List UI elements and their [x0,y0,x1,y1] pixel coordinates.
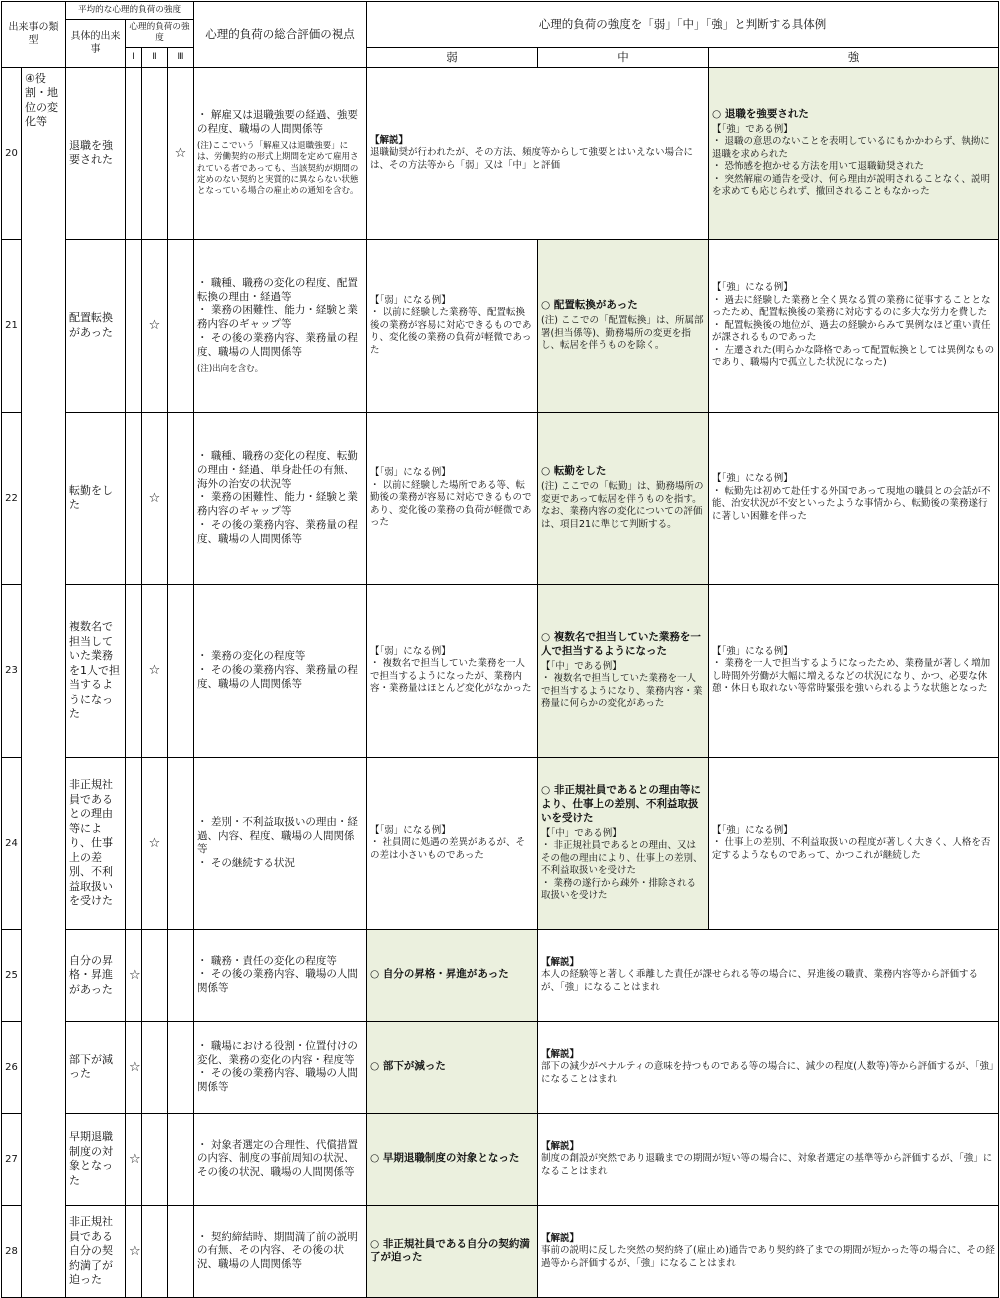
weak-title: ○ 早期退職制度の対象となった [370,1152,520,1165]
star-mark: ☆ [142,412,168,584]
perspective-cell [194,412,367,584]
mid-cell [538,757,709,929]
event-name: 非正規社員であるとの理由等により、仕事上の差別、不利益取扱いを受けた [66,757,126,929]
perspective-note: (注)ここでいう「解雇又は退職強要」には、労働契約の形式上期間を定めて雇用されている者であっても、当該契約が期間の定めのない契約と実質的に異ならない状態となっている場合の雇止めの通知を含む。 [197,141,359,197]
mid-text: ・ 非正規社員であるとの理由、又はその他の理由により、仕事上の差別、不利益取扱いを受けた ・ 業務の遂行から疎外・排除される取扱いを受けた [541,840,703,902]
star-mark: ☆ [142,757,168,929]
row-number: 28 [2,1205,22,1297]
category-label: ④役割・地位の変化等 [22,67,66,1297]
explanation-text: 部下の減少がペナルティの意味を持つものである等の場合に、減少の程度(人数等)等から評価するが、「強」になることはまれ [541,1061,994,1085]
strong-item: ・ 過去に経験した業務と全く異なる質の業務に従事することとなったため、配置転換後の業務に対応するのに多大な労力を費した [712,294,991,319]
explanation-cell [538,929,999,1021]
explanation-label: 【解説】 [541,1048,580,1060]
strong-cell [709,757,999,929]
weak-title: ○ 自分の昇格・昇進があった [370,968,509,981]
star-mark: ☆ [126,1205,142,1297]
header-specific-event: 具体的出来事 [66,20,126,68]
star-mark: ☆ [126,1113,142,1205]
table-row [2,757,999,929]
row-number: 22 [2,412,22,584]
weak-label: 【「弱」になる例】 [370,294,451,306]
event-name: 早期退職制度の対象となった [66,1113,126,1205]
table-row [2,1205,999,1297]
perspective-cell [194,929,367,1021]
header-event-type: 出来事の類型 [2,2,66,68]
perspective-cell [194,1205,367,1297]
mid-cell [538,584,709,757]
weak-label: 【「弱」になる例】 [370,467,451,479]
mid-cell [538,239,709,412]
strong-label: 【「強」になる例】 [712,282,793,293]
explanation-label: 【解説】 [541,956,580,968]
event-name: 非正規社員である自分の契約満了が迫った [66,1205,126,1297]
weak-text: ・ 以前に経験した業務等、配置転換後の業務が容易に対応できるものであり、変化後の業務の負荷が軽微であった [370,307,532,356]
explanation-text: 本人の経験等と著しく乖離した責任が課せられる等の場合に、昇進後の職責、業務内容等から評価するが、「強」になることはまれ [541,969,979,993]
perspective-text: ・ 職務・責任の変化の程度等 ・ その後の業務内容、職場の人間関係等 [197,954,358,995]
strong-item: ・ 配置転換後の地位が、過去の経験からみて異例なほど重い責任が課されるものであった [712,319,991,344]
perspective-cell [194,584,367,757]
strong-item: ・ 仕事上の差別、不利益取扱いの程度が著しく大きく、人格を否定するようなものであって、かつこれが継続した [712,837,991,861]
row-number: 24 [2,757,22,929]
header-mid: 中 [538,47,709,67]
mid-title: ○ 配置転換があった [541,299,638,312]
event-name: 退職を強要された [66,67,126,239]
perspective-text: ・ 対象者選定の合理性、代償措置の内容、制度の事前周知の状況、その後の状況、職場の人間関係等 [197,1138,358,1179]
weak-cell [367,929,538,1021]
perspective-cell [194,1021,367,1113]
table-row [2,1113,999,1205]
strong-label: 【「強」である例】 [712,123,793,135]
strong-cell [709,412,999,584]
strong-title: ○ 退職を強要された [712,107,809,120]
header-perspective: 心理的負荷の総合評価の視点 [194,2,367,68]
header-avg-strength: 平均的な心理的負荷の強度 [66,2,194,20]
perspective-text: ・ 契約締結時、期間満了前の説明の有無、その内容、その後の状況、職場の人間関係等 [197,1230,358,1271]
event-name: 自分の昇格・昇進があった [66,929,126,1021]
perspective-text: ・ 職場における役割・位置付けの変化、業務の変化の内容・程度等 ・ その後の業務内容、職場の人間関係等 [197,1039,358,1094]
star-mark: ☆ [142,584,168,757]
table-row [2,412,999,584]
star-mark: ☆ [142,239,168,412]
explanation-text: 制度の創設が突然であり退職までの期間が短い等の場合に、対象者選定の基準等から評価するが、「強」になることはまれ [541,1153,993,1177]
perspective-text: ・ 業務の変化の程度等 ・ その後の業務内容、業務量の程度、職場の人間関係等 [197,650,358,690]
explanation-cell [538,1205,999,1297]
weak-label: 【「弱」になる例】 [370,645,451,657]
event-name: 配置転換があった [66,239,126,412]
star-mark: ☆ [126,1021,142,1113]
strong-cell [709,584,999,757]
mid-text: ・ 複数名で担当していた業務を一人で担当するようになり、業務内容・業務量に何らかの変化があった [541,673,703,710]
weak-cell [367,757,538,929]
strong-cell [709,67,999,239]
explanation-cell [367,67,709,239]
header-examples: 心理的負荷の強度を「弱」「中」「強」と判断する具体例 [367,2,999,48]
weak-cell [367,239,538,412]
table-row [2,1021,999,1113]
strong-item: ・ 業務を一人で担当するようになったため、業務量が著しく増加し時間外労働が大幅に増えるなどの状況になり、かつ、必要な休憩・休日も取れない等常時緊張を強いられるような状態となった [712,658,991,695]
strong-item: ・ 突然解雇の通告を受け、何ら理由が説明されることなく、説明を求めても応じられず、撤回されることもなかった [712,173,990,198]
event-name: 部下が減った [66,1021,126,1113]
star-mark: ☆ [126,929,142,1021]
header-roman-2: Ⅱ [142,47,168,67]
perspective-text: ・ 解雇又は退職強要の経過、強要の程度、職場の人間関係等 [197,109,358,136]
mid-text: (注) ここでの「転勤」は、勤務場所の変更であって転居を伴うものを指す。 なお、業務内容の変化についての評価は、項目21に準じて判断する。 [541,481,704,530]
stress-evaluation-table [1,1,999,1298]
table-row [2,929,999,1021]
weak-cell [367,412,538,584]
table-row [2,239,999,412]
weak-text: ・ 複数名で担当していた業務を一人で担当するようになったが、業務内容・業務量はほとんど変化がなかった [370,658,532,695]
weak-label: 【「弱」になる例】 [370,824,451,836]
explanation-label: 【解説】 [541,1232,580,1244]
weak-text: ・ 社員間に処遇の差異があるが、その差は小さいものであった [370,837,526,861]
row-number: 20 [2,67,22,239]
event-name: 複数名で担当していた業務を1人で担当するようになった [66,584,126,757]
weak-title: ○ 部下が減った [370,1060,446,1073]
row-number: 26 [2,1021,22,1113]
strong-item: ・ 左遷された(明らかな降格であって配置転換としては異例なものであり、職場内で孤立した状況になった) [712,344,995,369]
explanation-text: 事前の説明に反した突然の契約終了(雇止め)通告であり契約終了までの期間が短かった等の場合に、その経過等から評価するが、「強」になることはまれ [541,1245,995,1269]
perspective-text: ・ 差別・不利益取扱いの理由・経過、内容、程度、職場の人間関係等 ・ その継続する状況 [197,815,358,870]
perspective-cell [194,67,367,239]
row-number: 27 [2,1113,22,1205]
explanation-cell [538,1113,999,1205]
row-number: 21 [2,239,22,412]
perspective-text: ・ 職種、職務の変化の程度、配置転換の理由・経過等 ・ 業務の困難性、能力・経験と業務内容のギャップ等 ・ その後の業務内容、業務量の程度、職場の人間関係等 [197,276,358,358]
header-strong: 強 [709,47,999,67]
perspective-cell [194,757,367,929]
perspective-text: ・ 職種、職務の変化の程度、転勤の理由・経過、単身赴任の有無、海外の治安の状況等 ・ 業務の困難性、能力・経験と業務内容のギャップ等 ・ その後の業務内容、業務量の程度、職場の人間関係等 [197,449,358,545]
table-row [2,584,999,757]
strong-label: 【「強」になる例】 [712,473,793,485]
perspective-cell [194,239,367,412]
header-weak: 弱 [367,47,538,67]
mid-cell [538,412,709,584]
perspective-cell [194,1113,367,1205]
mid-title: ○ 複数名で担当していた業務を一人で担当するようになった [541,630,701,657]
mid-label: 【「中」である例】 [541,660,622,672]
header-roman-1: Ⅰ [126,47,142,67]
weak-text: ・ 以前に経験した場所である等、転勤後の業務が容易に対応できるものであり、変化後の業務の負荷が軽微であった [370,479,532,529]
weak-cell [367,1021,538,1113]
row-number: 23 [2,584,22,757]
mid-title: ○ 非正規社員であるとの理由等により、仕事上の差別、不利益取扱いを受けた [541,783,701,824]
event-name: 転勤をした [66,412,126,584]
weak-cell [367,1113,538,1205]
explanation-label: 【解説】 [370,134,409,146]
weak-cell [367,1205,538,1297]
perspective-note: (注)出向を含む。 [197,363,264,374]
header-roman-3: Ⅲ [168,47,194,67]
row-number: 25 [2,929,22,1021]
explanation-text: 退職勧奨が行われたが、その方法、頻度等からして強要とはいえない場合には、その方法等から「弱」又は「中」と評価 [370,147,694,171]
header-strength-group: 心理的負荷の強度 [126,20,194,48]
weak-cell [367,584,538,757]
strong-label: 【「強」になる例】 [712,824,793,836]
strong-item: ・ 退職の意思のないことを表明しているにもかかわらず、執拗に退職を求められた [712,136,990,160]
mid-text: (注) ここでの「配置転換」は、所属部署(担当係等)、勤務場所の変更を指し、転居を伴うものを除く。 [541,314,704,352]
mid-label: 【「中」である例】 [541,827,622,839]
strong-item: ・ 転勤先は初めて赴任する外国であって現地の職員との会話が不能、治安状況が不安といったような事情から、転勤後の業務遂行に著しい困難を伴った [712,485,991,522]
strong-item: ・ 恐怖感を抱かせる方法を用いて退職勧奨された [712,161,925,173]
explanation-label: 【解説】 [541,1140,580,1152]
strong-label: 【「強」になる例】 [712,645,793,657]
mid-title: ○ 転勤をした [541,465,607,478]
strong-cell [709,239,999,412]
explanation-cell [538,1021,999,1113]
star-mark: ☆ [168,67,194,239]
table-row [2,67,999,239]
weak-title: ○ 非正規社員である自分の契約満了が迫った [370,1237,530,1264]
